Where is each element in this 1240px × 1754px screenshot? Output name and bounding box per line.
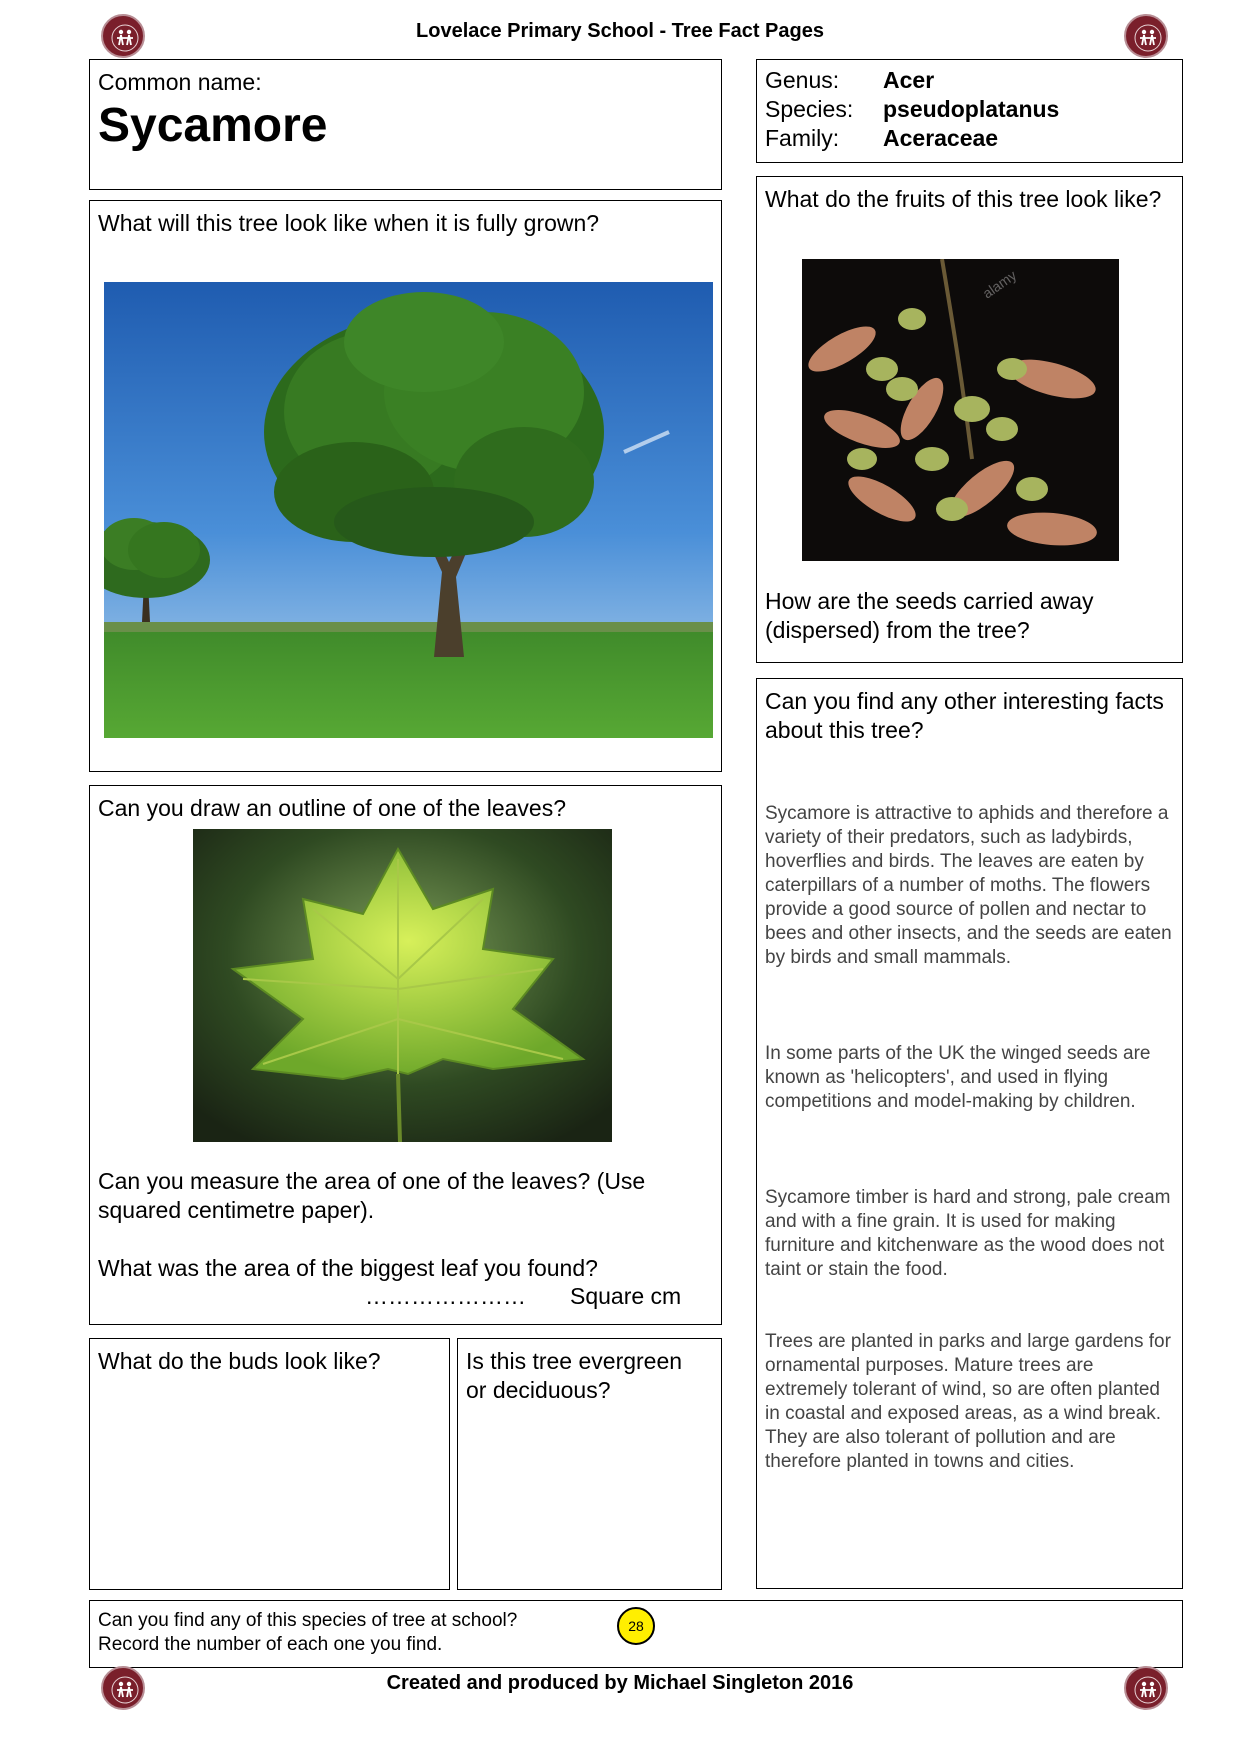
genus-label: Genus: (765, 67, 840, 93)
fact-paragraph: Trees are planted in parks and large gardens for ornamental purposes. Mature trees are extremely tolerant of wind, so are often planted in coastal and exposed areas, as a wind break. They are also tolerant of pollution and are therefore planted in towns and cities. (765, 1331, 1171, 1472)
fact-paragraph: Sycamore is attractive to aphids and therefore a variety of their predators, such as ladybirds, hoverflies and birds. The leaves are eaten by caterpillars of a number of moths. The flowers provide a good source of pollen and nectar to bees and other insects, and the seeds are eaten by birds and small mammals. (765, 803, 1172, 968)
buds-box (89, 1338, 450, 1590)
leaf-area-unit: Square cm (570, 1283, 682, 1309)
leaf-measure-question: Can you measure the area of one of the leaves? (Use squared centimetre paper). (98, 1168, 646, 1223)
common-name-box (89, 59, 722, 190)
genus-value: Acer (883, 67, 935, 93)
buds-question: What do the buds look like? (98, 1348, 381, 1374)
common-name-value: Sycamore (98, 99, 328, 152)
family-value: Aceraceae (883, 125, 999, 151)
species-value: pseudoplatanus (883, 96, 1060, 122)
sycamore-seeds-photo (802, 259, 1119, 561)
sycamore-leaf-photo (193, 829, 612, 1142)
leaf-area-question: What was the area of the biggest leaf you found? (98, 1255, 598, 1281)
fully-grown-question: What will this tree look like when it is fully grown? (98, 210, 600, 236)
interesting-facts-box (756, 678, 1183, 1589)
facts-question: Can you find any other interesting facts about this tree? (765, 688, 1164, 743)
species-row (765, 95, 1182, 124)
school-logo-icon (1124, 1666, 1168, 1710)
evergreen-box (457, 1338, 722, 1590)
species-label: Species: (765, 96, 854, 122)
leaf-box (89, 785, 722, 1325)
evergreen-question: Is this tree evergreen or deciduous? (466, 1348, 683, 1403)
taxonomy-box (756, 59, 1183, 163)
family-row (765, 124, 1182, 153)
page-header-title: Lovelace Primary School - Tree Fact Pages (416, 20, 824, 42)
seeds-dispersal-question: How are the seeds carried away (dispersed) from the tree? (765, 588, 1094, 643)
leaf-outline-question: Can you draw an outline of one of the leaves? (98, 795, 566, 821)
leaf-area-blank[interactable]: ………………… (365, 1283, 526, 1309)
genus-row (765, 66, 1182, 95)
school-count-line2: Record the number of each one you find. (98, 1634, 443, 1655)
fruit-box (756, 176, 1183, 663)
fully-grown-box (89, 200, 722, 772)
fact-paragraph: Sycamore timber is hard and strong, pale cream and with a fine grain. It is used for making furniture and kitchenware as the wood does not taint or stain the food. (765, 1187, 1171, 1280)
fruit-question: What do the fruits of this tree look like? (765, 186, 1162, 212)
school-logo-icon (1124, 14, 1168, 58)
school-count-line1: Can you find any of this species of tree at school? (98, 1610, 518, 1631)
family-label: Family: (765, 125, 840, 151)
fruit-watermark: alamy (979, 266, 1020, 302)
page-number-badge: 28 (617, 1607, 655, 1645)
common-name-label: Common name: (98, 69, 262, 95)
mature-tree-photo (104, 282, 713, 738)
page-footer-credit: Created and produced by Michael Singleton 2016 (386, 1672, 854, 1694)
fact-paragraph: In some parts of the UK the winged seeds are known as 'helicopters', and used in flying competitions and model-making by children. (765, 1043, 1151, 1112)
